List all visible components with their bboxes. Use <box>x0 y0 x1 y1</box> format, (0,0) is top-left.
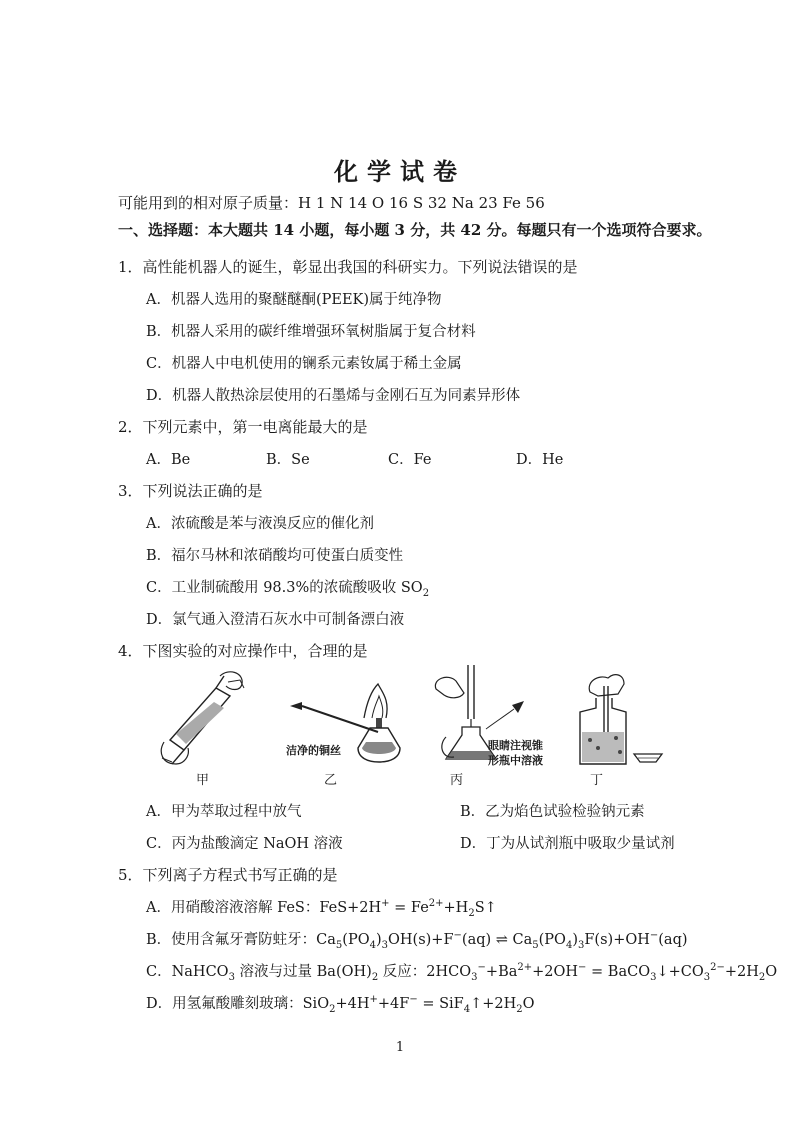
q5-c-text: +Ba <box>485 964 518 980</box>
figure-label-ding: 丁 <box>590 773 604 788</box>
q5-b-text: ) <box>572 932 578 948</box>
q5-d-subscript: 2 <box>516 1003 523 1015</box>
q1-option-b: B．机器人采用的碳纤维增强环氧树脂属于复合材料 <box>146 324 476 340</box>
page-number: 1 <box>395 1040 405 1055</box>
figure-ding-dropper-bottle <box>568 668 668 768</box>
q1-option-a: A．机器人选用的聚醚醚酮(PEEK)属于纯净物 <box>146 292 442 308</box>
q5-d-text: D．用氢氟酸雕刻玻璃：SiO <box>146 996 330 1012</box>
q5-b-text: (aq) ⇌ Ca <box>461 932 533 948</box>
q5-c-subscript: 2 <box>758 971 766 983</box>
q5-option-a <box>146 896 497 917</box>
q5-b-text: B．使用含氟牙膏防蛀牙：Ca <box>146 932 336 948</box>
q5-d-subscript: 2 <box>329 1003 336 1015</box>
q5-b-subscript: 3 <box>381 939 389 951</box>
section-heading: 一、选择题：本大题共 14 小题，每小题 3 分，共 42 分。每题只有一个选项符合要求。 <box>118 221 712 239</box>
q5-b-text: (PO <box>342 932 370 948</box>
q5-c-subscript: 3 <box>471 971 478 983</box>
q5-option-b <box>146 928 688 949</box>
q5-option-d <box>146 992 535 1013</box>
q4-option-d: D．丁为从试剂瓶中吸取少量试剂 <box>460 836 675 852</box>
q5-c-text: +2H <box>724 964 759 980</box>
q3-option-d: D．氯气通入澄清石灰水中可制备漂白液 <box>146 612 405 628</box>
q1-stem: 1．高性能机器人的诞生，彰显出我国的科研实力。下列说法错误的是 <box>118 258 578 276</box>
q5-c-text: = BaCO <box>586 964 651 980</box>
q5-a-text: S↑ <box>474 900 497 916</box>
q5-b-subscript: 4 <box>565 939 573 951</box>
q5-b-subscript: 5 <box>532 939 539 951</box>
q5-d-text: O <box>522 996 535 1012</box>
q5-b-text: F(s)+OH <box>584 932 650 948</box>
q3-option-b: B．福尔马林和浓硝酸均可使蛋白质变性 <box>146 548 404 564</box>
caption-clean-copper-wire: 洁净的铜丝 <box>286 744 341 757</box>
q5-option-c <box>146 960 777 981</box>
q5-c-text: O <box>765 964 778 980</box>
q5-a-superscript: 2+ <box>428 898 444 910</box>
q4-option-a: A．甲为萃取过程中放气 <box>146 804 302 820</box>
page-title: 化学试卷 <box>334 157 466 186</box>
q3-option-c-text: C．工业制硫酸用 98.3%的浓硫酸吸收 SO <box>146 580 423 596</box>
figure-label-jia: 甲 <box>196 773 210 788</box>
q5-d-subscript: 4 <box>463 1003 471 1015</box>
q5-c-superscript: − <box>477 962 486 974</box>
q5-d-text: ↑+2H <box>470 996 517 1012</box>
q5-stem: 5．下列离子方程式书写正确的是 <box>118 866 338 884</box>
q5-b-text: (PO <box>538 932 566 948</box>
figure-jia-separatory-funnel <box>158 668 258 768</box>
q4-stem: 4．下图实验的对应操作中，合理的是 <box>118 642 368 660</box>
q5-c-text: +2OH <box>532 964 579 980</box>
q5-d-text: = SiF <box>417 996 464 1012</box>
q2-option-a: A．Be <box>146 452 191 468</box>
caption-eye-line-1: 眼睛注视锥 <box>488 739 543 752</box>
q5-a-text: +H <box>443 900 469 916</box>
q3-option-c <box>146 576 429 597</box>
q5-b-subscript: 3 <box>578 939 585 951</box>
q5-b-superscript: − <box>453 930 462 942</box>
figure-label-bing: 丙 <box>450 773 464 788</box>
q4-option-c: C．丙为盐酸滴定 NaOH 溶液 <box>146 836 343 852</box>
q5-a-text: = Fe <box>389 900 429 916</box>
q5-a-subscript: 2 <box>468 907 475 919</box>
caption-eye-line-2: 形瓶中溶液 <box>488 754 543 767</box>
q5-d-text: +4F <box>377 996 410 1012</box>
q5-c-text: ↓+CO <box>656 964 704 980</box>
q5-b-text: ) <box>375 932 382 948</box>
q2-option-b: B．Se <box>266 452 310 468</box>
q5-c-superscript: 2+ <box>517 962 533 974</box>
q5-c-text: C．NaHCO <box>146 964 229 980</box>
q5-a-text: A．用硝酸溶液溶解 FeS：FeS+2H <box>146 900 382 916</box>
q5-c-text: 溶液与过量 Ba(OH) <box>234 964 372 980</box>
q3-stem: 3．下列说法正确的是 <box>118 482 263 500</box>
q5-d-superscript: + <box>369 994 378 1006</box>
q5-c-text: 反应：2HCO <box>378 964 472 980</box>
q5-c-subscript: 3 <box>228 971 235 983</box>
q5-b-subscript: 4 <box>369 939 376 951</box>
q2-option-c: C．Fe <box>388 452 432 468</box>
q5-b-text: OH(s)+F <box>388 932 454 948</box>
q2-stem: 2．下列元素中，第一电离能最大的是 <box>118 418 368 436</box>
q5-a-superscript: + <box>381 898 390 910</box>
q5-c-subscript: 2 <box>371 971 379 983</box>
q2-option-d: D．He <box>516 452 564 468</box>
q1-option-c: C．机器人中电机使用的镧系元素钕属于稀土金属 <box>146 356 462 372</box>
q3-option-c-subscript: 2 <box>422 587 430 599</box>
q5-c-superscript: − <box>578 962 587 974</box>
q5-c-subscript: 3 <box>650 971 657 983</box>
figure-label-yi: 乙 <box>324 773 338 788</box>
q5-b-subscript: 5 <box>335 939 343 951</box>
atomic-mass-line: 可能用到的相对原子质量：H 1 N 14 O 16 S 32 Na 23 Fe 56 <box>118 194 545 212</box>
q5-b-text: (aq) <box>658 932 688 948</box>
q1-option-d: D．机器人散热涂层使用的石墨烯与金刚石互为同素异形体 <box>146 388 521 404</box>
q5-c-superscript: 2− <box>710 962 725 974</box>
q5-c-subscript: 3 <box>703 971 711 983</box>
q5-b-superscript: − <box>649 930 659 942</box>
q5-d-text: +4H <box>335 996 370 1012</box>
q4-option-b: B．乙为焰色试验检验钠元素 <box>460 804 645 820</box>
q5-d-superscript: − <box>409 994 418 1006</box>
q3-option-a: A．浓硫酸是苯与液溴反应的催化剂 <box>146 516 374 532</box>
